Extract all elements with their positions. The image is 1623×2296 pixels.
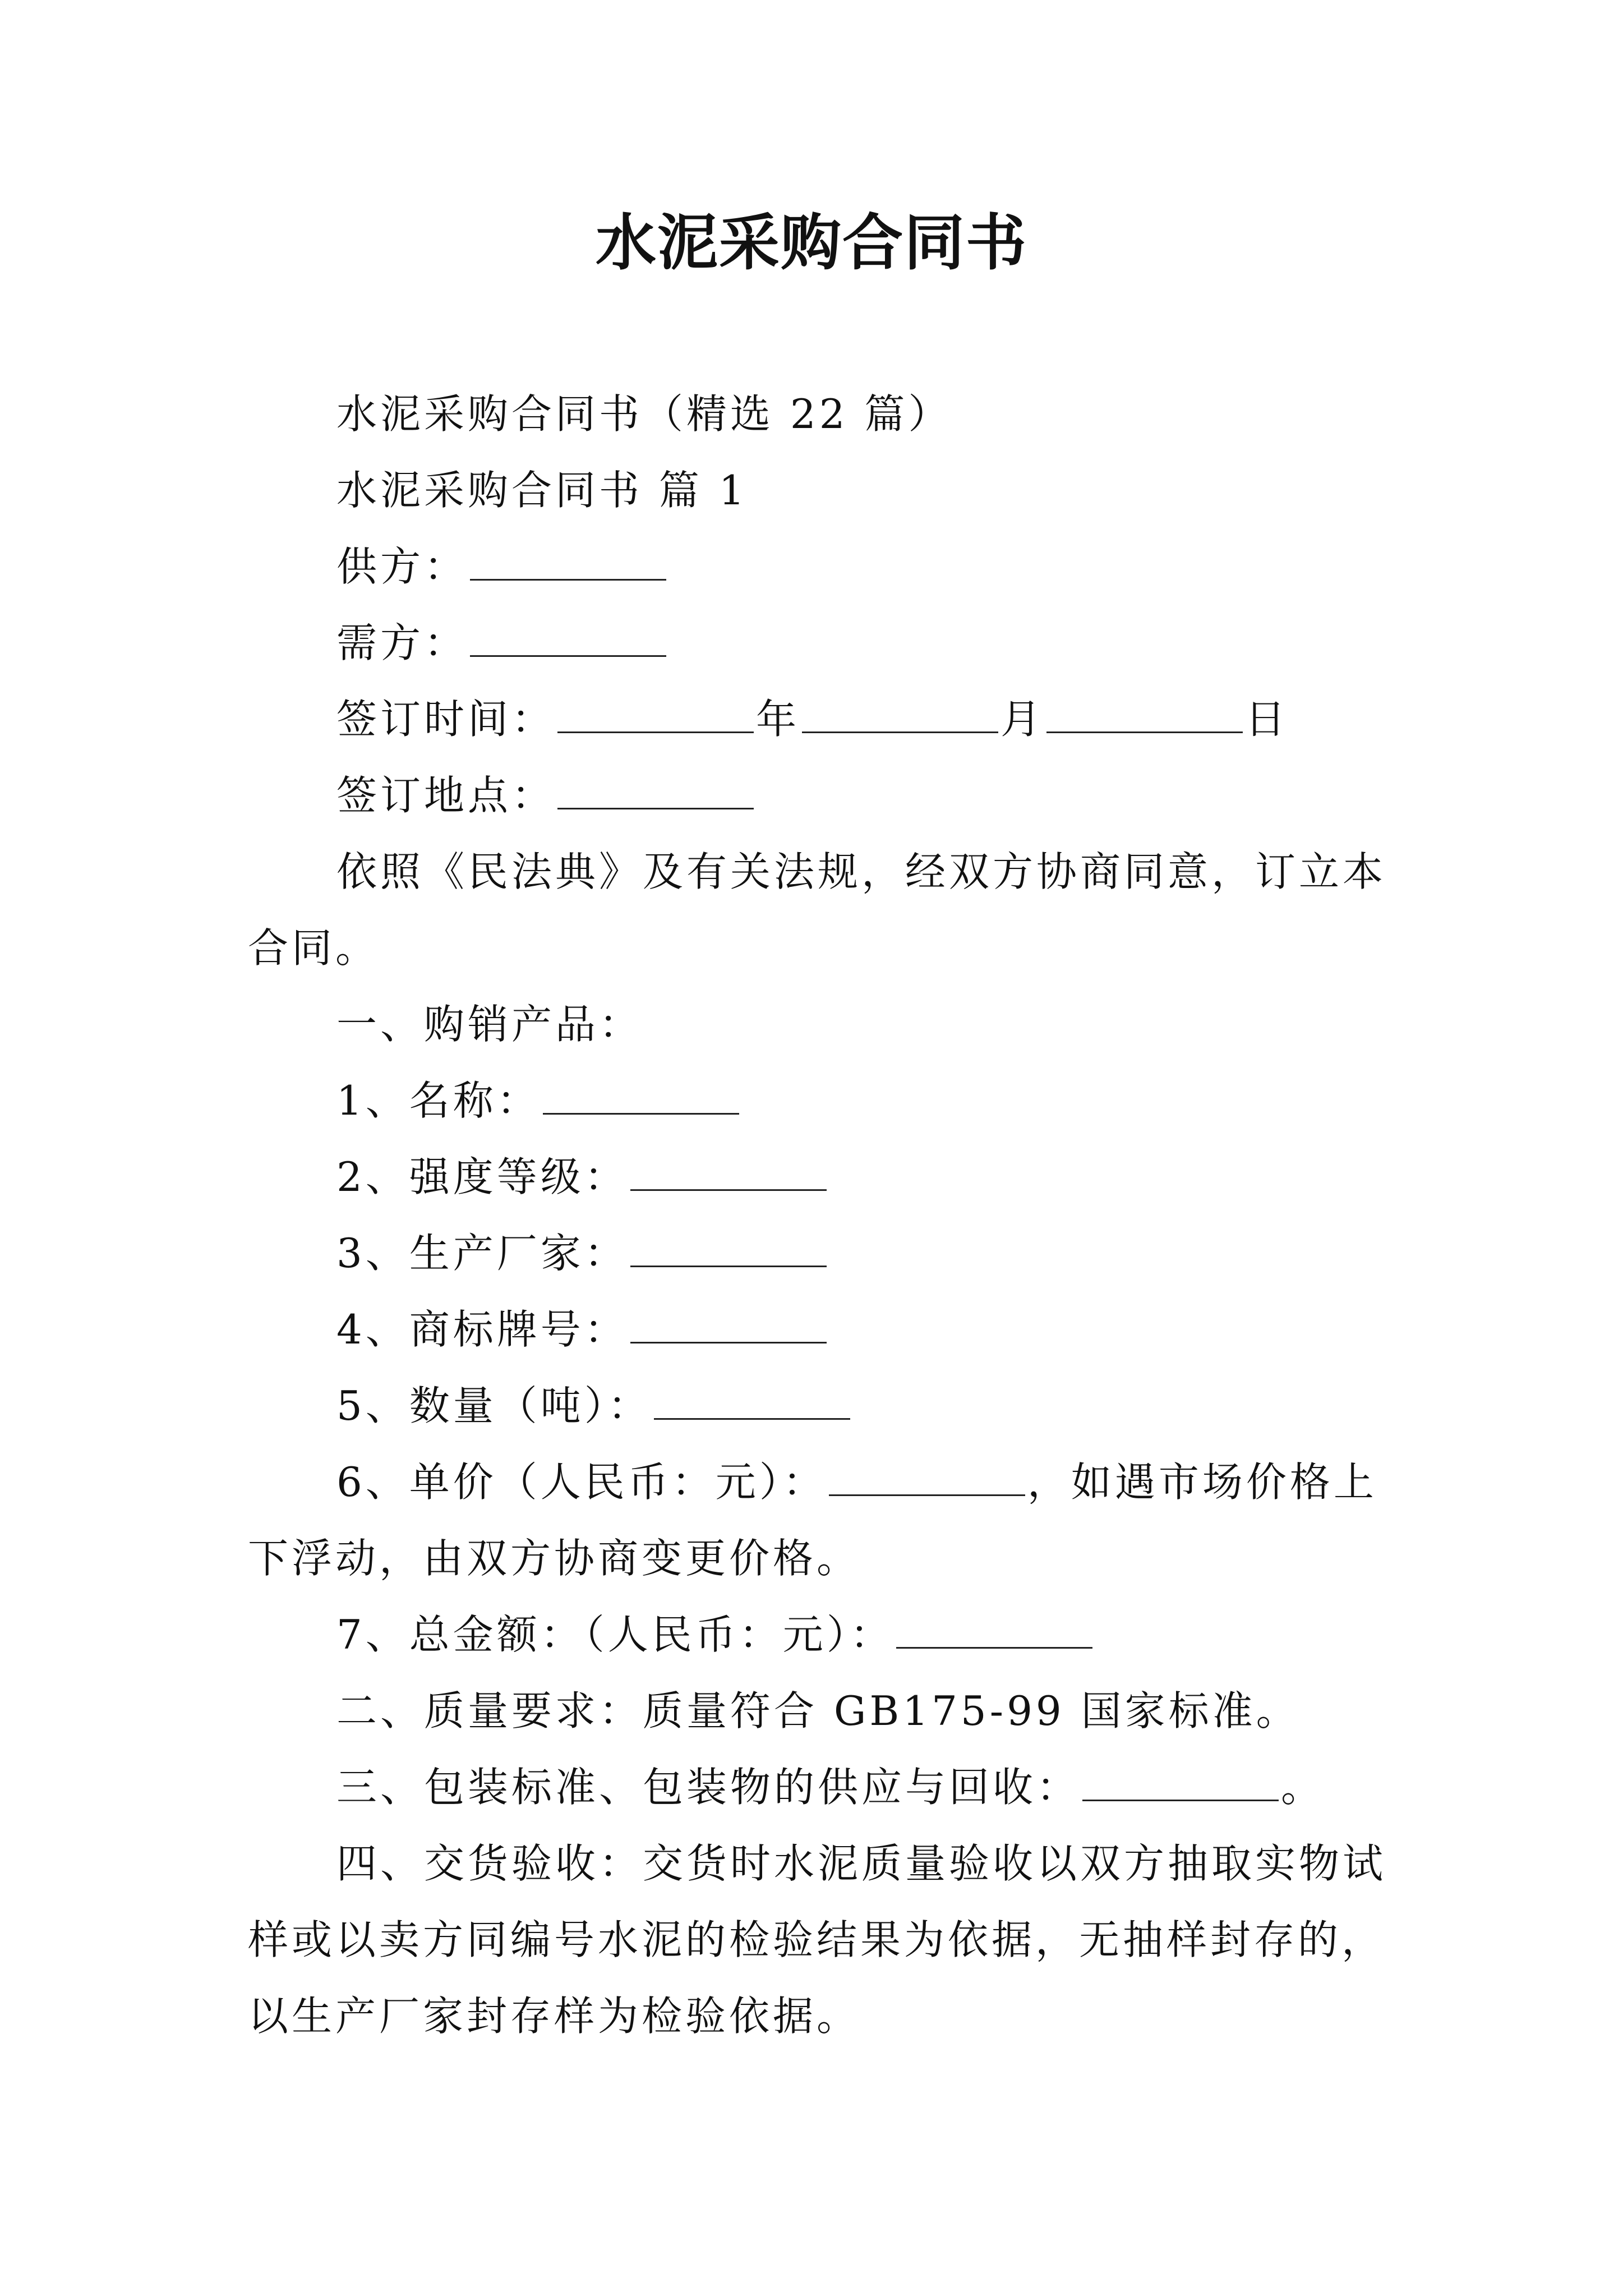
item-maker-line: [336, 1226, 1481, 1280]
item-maker-blank: [630, 1232, 827, 1267]
item-price-label: 6、单价（人民币：元）：: [336, 1458, 827, 1506]
sign-time-line: [336, 692, 1481, 746]
section-2-quality: 二、质量要求：质量符合 GB175-99 国家标准。: [336, 1687, 1300, 1734]
section-3-tail: 。: [1281, 1764, 1325, 1811]
sign-place-blank: [557, 774, 754, 809]
intro-paragraph-line2: 合同。: [248, 924, 380, 972]
section-3-label: 三、包装标准、包装物的供应与回收：: [336, 1764, 1081, 1811]
supplier-label: 供方：: [336, 543, 468, 590]
item-grade-label: 2、强度等级：: [336, 1153, 628, 1200]
day-label: 日: [1245, 696, 1289, 743]
day-blank: [1046, 698, 1243, 733]
item-name-label: 1、名称：: [336, 1077, 541, 1124]
section-4-line2: 样或以卖方同编号水泥的检验结果为依据，无抽样封存的，: [248, 1916, 1386, 1963]
item-price-line2: 下浮动，由双方协商变更价格。: [248, 1535, 861, 1582]
item-brand-blank: [630, 1308, 827, 1343]
item-grade-line: [336, 1150, 1481, 1204]
supplier-blank: [470, 545, 666, 581]
year-blank: [557, 698, 754, 733]
section-4-line3: 以生产厂家封存样为检验依据。: [248, 1993, 861, 2040]
sign-place-label: 签订地点：: [336, 772, 556, 819]
item-total-label: 7、总金额：（人民币：元）：: [336, 1611, 894, 1658]
item-price-line: [336, 1455, 1481, 1509]
sign-time-label: 签订时间：: [336, 696, 556, 743]
item-name-line: [336, 1074, 1481, 1128]
section-3-packaging: [336, 1760, 1481, 1814]
buyer-line: [336, 616, 1481, 670]
buyer-blank: [470, 622, 666, 657]
section-1-heading: 一、购销产品：: [336, 1001, 643, 1048]
section-4-line1: 四、交货验收：交货时水泥质量验收以双方抽取实物试: [336, 1840, 1387, 1887]
item-price-blank: [829, 1461, 1025, 1496]
item-total-blank: [896, 1613, 1092, 1649]
supplier-line: [336, 540, 1481, 593]
item-brand-line: [336, 1303, 1481, 1356]
buyer-label: 需方：: [336, 619, 468, 666]
month-label: 月: [1000, 696, 1045, 743]
item-maker-label: 3、生产厂家：: [336, 1230, 628, 1277]
item-qty-line: [336, 1379, 1481, 1433]
document-title: 水泥采购合同书: [595, 208, 1027, 278]
item-grade-blank: [630, 1156, 827, 1191]
item-name-blank: [543, 1079, 739, 1115]
item-price-tail: ，如遇市场价格上: [1027, 1458, 1377, 1506]
month-blank: [802, 698, 998, 733]
item-total-line: [336, 1608, 1481, 1662]
item-qty-label: 5、数量（吨）：: [336, 1382, 652, 1429]
item-brand-label: 4、商标牌号：: [336, 1306, 628, 1353]
intro-paragraph-line1: 依照《民法典》及有关法规，经双方协商同意，订立本: [336, 848, 1387, 895]
section-3-blank: [1082, 1766, 1279, 1801]
section-title: 水泥采购合同书 篇 1: [336, 467, 748, 514]
year-label: 年: [756, 696, 800, 743]
item-qty-blank: [654, 1384, 850, 1420]
sign-place-line: [336, 769, 1481, 822]
subtitle: 水泥采购合同书（精选 22 篇）: [336, 390, 952, 438]
